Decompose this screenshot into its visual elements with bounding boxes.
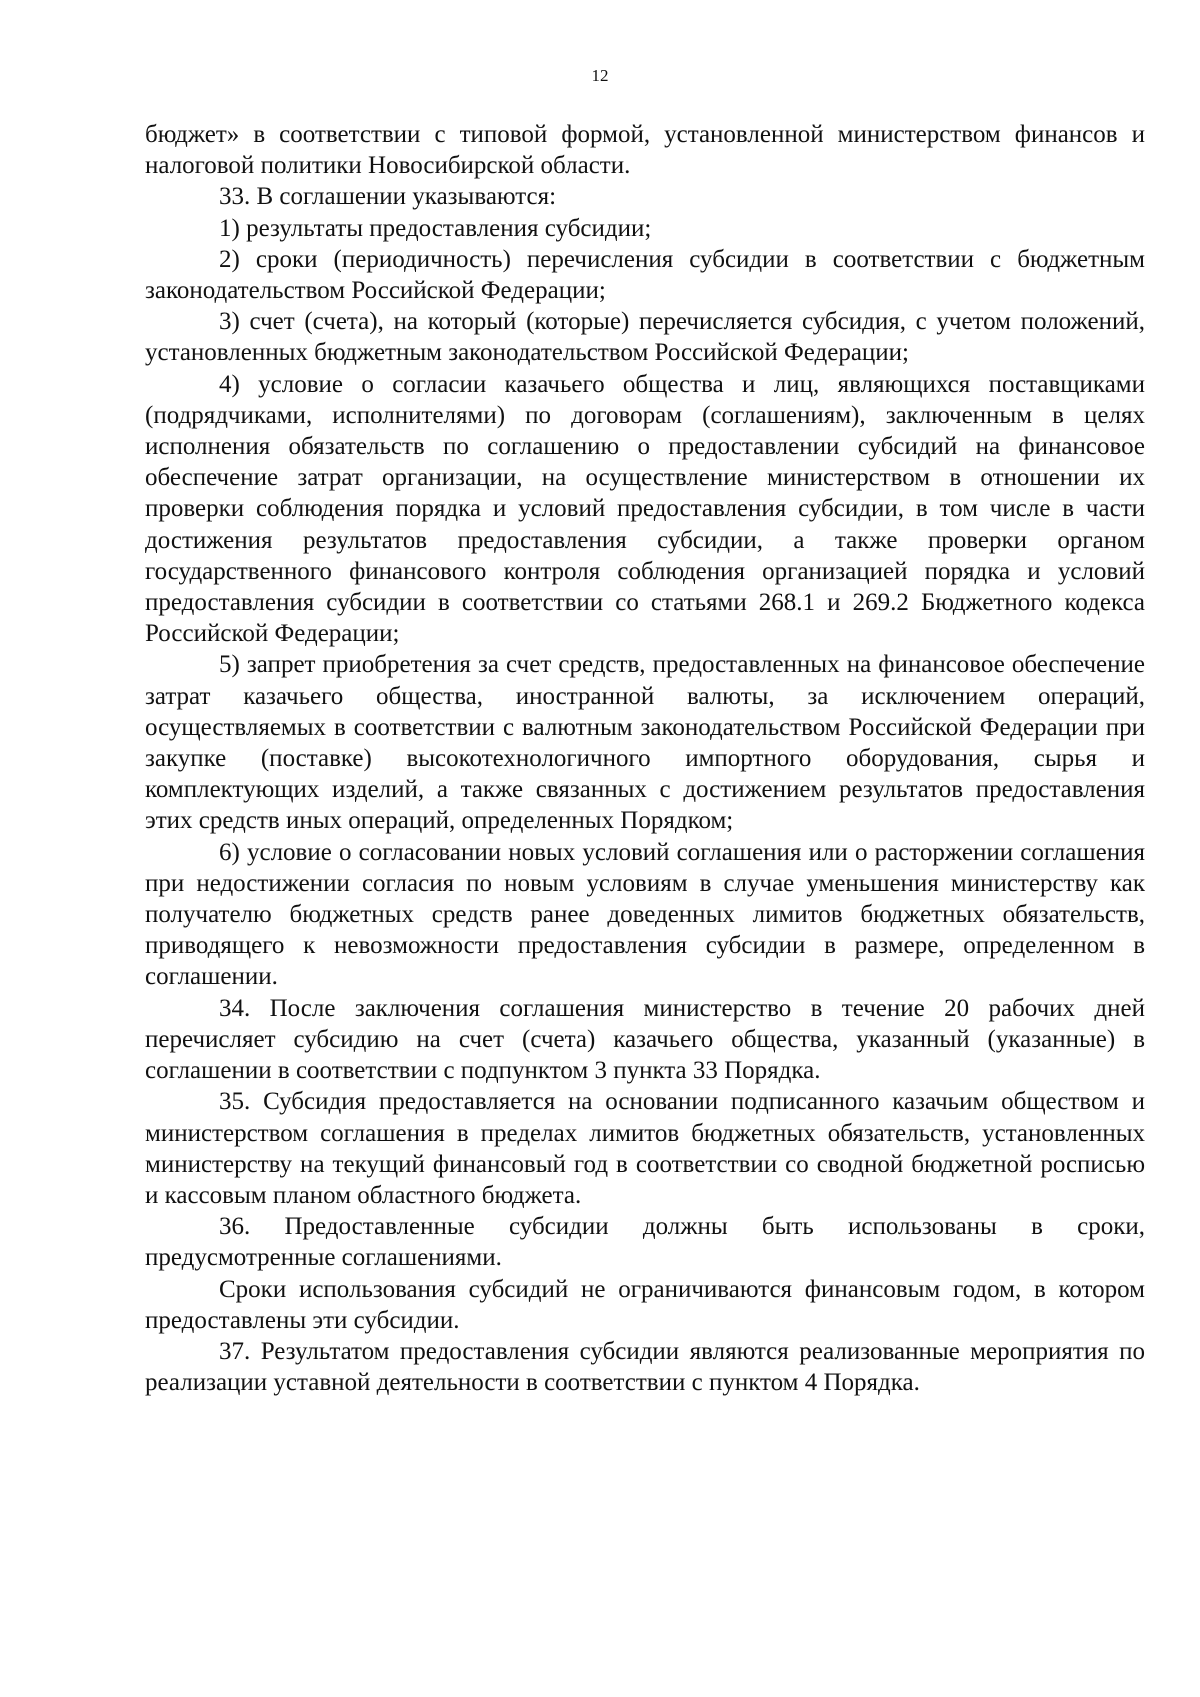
paragraph-item-36: 36. Предоставленные субсидии должны быть использованы в сроки, предусмотренные соглашениями. [145,1213,1145,1272]
paragraph-subitem-1: 1) результаты предоставления субсидии; [219,214,652,242]
paragraph-subitem-5: 5) запрет приобретения за счет средств, предоставленных на финансовое обеспечение затрат казачьего общества, иностранной валюты, за исключением операций, осуществляемых в соответствии с валютным законодательством Российской Федерации при закупке (поставке) высокотехнологичного импортного оборудования, сырья и комплектующих изделий, а также связанных с достижением результатов предоставления этих средств иных операций, определенных Порядком; [145,651,1145,835]
page-number: 12 [591,66,609,85]
paragraph-item-34: 34. После заключения соглашения министерство в течение 20 рабочих дней перечисляет субсидию на счет (счета) казачьего общества, указанный (указанные) в соглашении в соответствии с подпунктом 3 пункта 33 Порядка. [145,994,1145,1085]
paragraph-subitem-6: 6) условие о согласовании новых условий соглашения или о расторжении соглашения при недостижении согласия по новым условиям в случае уменьшения министерству как получателю бюджетных средств ранее доведенных лимитов бюджетных обязательств, приводящего к невозможности предоставления субсидии в размере, определенном в соглашении. [145,838,1145,991]
paragraph-item-33: 33. В соглашении указываются: [219,183,557,211]
paragraph-item-37: 37. Результатом предоставления субсидии являются реализованные мероприятия по реализации уставной деятельности в соответствии с пунктом 4 Порядка. [145,1337,1145,1397]
paragraph-subitem-3: 3) счет (счета), на который (которые) перечисляется субсидия, с учетом положений, установленных бюджетным законодательством Российской Федерации; [145,308,1145,367]
paragraph-subitem-4: 4) условие о согласии казачьего общества и лиц, являющихся поставщиками (подрядчиками, исполнителями) по договорам (соглашениям), заключенным в целях исполнения обязательств по соглашению о предоставлении субсидий на финансовое обеспечение затрат организации, на осуществление министерством в отношении их проверки соблюдения порядка и условий предоставления субсидии, в том числе в части достижения результатов предоставления субсидии, а также проверки органом государственного финансового контроля соблюдения организацией порядка и условий предоставления субсидии в соответствии со статьями 268.1 и 269.2 Бюджетного кодекса Российской Федерации; [145,370,1145,648]
paragraph-continuation: бюджет» в соответствии с типовой формой, установленной министерством финансов и налоговой политики Новосибирской области. [145,121,1145,180]
paragraph-subitem-2: 2) сроки (периодичность) перечисления субсидии в соответствии с бюджетным законодательством Российской Федерации; [145,245,1145,305]
paragraph-item-36-note: Сроки использования субсидий не ограничиваются финансовым годом, в котором предоставлены эти субсидии. [145,1275,1145,1334]
paragraph-item-35: 35. Субсидия предоставляется на основании подписанного казачьим обществом и министерством соглашения в пределах лимитов бюджетных обязательств, установленных министерству на текущий финансовый год в соответствии со сводной бюджетной росписью и кассовым планом областного бюджета. [145,1088,1145,1209]
document-body [145,119,1145,1398]
